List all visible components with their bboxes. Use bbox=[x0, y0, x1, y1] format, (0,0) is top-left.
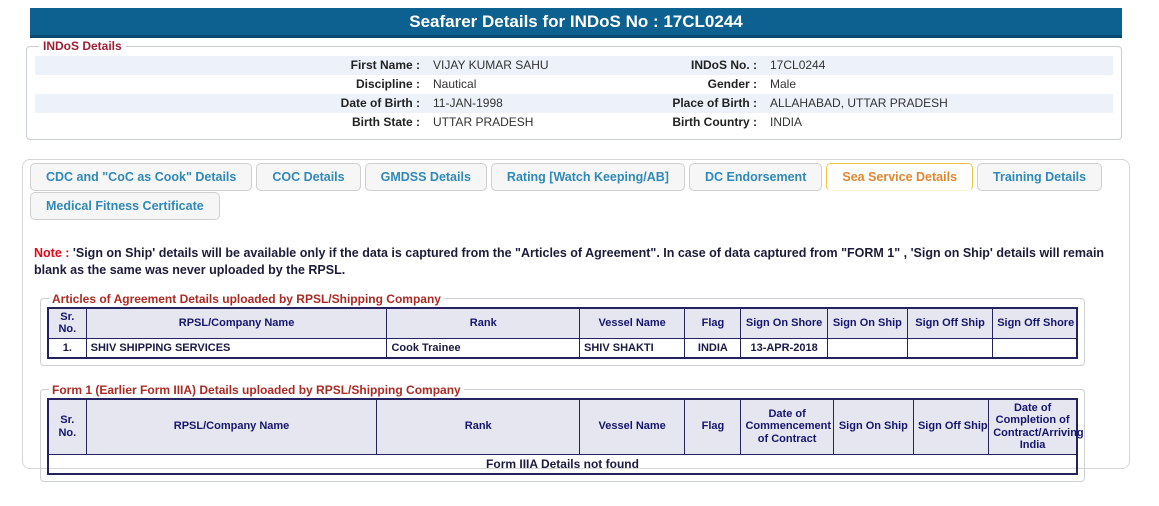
col-sign-off-ship: Sign Off Ship bbox=[913, 399, 988, 455]
col-flag: Flag bbox=[685, 399, 741, 455]
form1-table-header-row bbox=[48, 399, 1077, 455]
birth-state-value: UTTAR PRADESH bbox=[433, 115, 534, 129]
indos-row-birth-date-place bbox=[35, 94, 1113, 113]
tab-training-details[interactable]: Training Details bbox=[977, 163, 1102, 191]
indos-row-discipline-gender bbox=[35, 75, 1113, 94]
first-name-label: First Name : bbox=[350, 58, 420, 72]
birth-country-value: INDIA bbox=[770, 115, 803, 129]
indos-no-label: INDoS No. : bbox=[691, 58, 757, 72]
tab-medical-fitness-certificate[interactable]: Medical Fitness Certificate bbox=[30, 192, 220, 220]
note-prefix: Note : bbox=[34, 246, 70, 260]
indos-row-birth-state-country bbox=[35, 113, 1113, 132]
cell-rank: Cook Trainee bbox=[387, 339, 580, 358]
tab-rating-watch-keeping-ab[interactable]: Rating [Watch Keeping/AB] bbox=[491, 163, 685, 191]
cell-company-name: SHIV SHIPPING SERVICES bbox=[86, 339, 387, 358]
col-date-of-commencement: Date of Commencement of Contract bbox=[741, 399, 833, 455]
col-sign-on-ship: Sign On Ship bbox=[833, 399, 913, 455]
cell-sr-no: 1. bbox=[48, 339, 86, 358]
col-company-name: RPSL/Company Name bbox=[86, 399, 377, 455]
tab-bar bbox=[30, 163, 1123, 220]
birth-state-label: Birth State : bbox=[351, 115, 420, 129]
tab-dc-endorsement[interactable]: DC Endorsement bbox=[689, 163, 822, 191]
sign-on-ship-note bbox=[34, 245, 1119, 279]
tab-sea-service-details[interactable]: Sea Service Details bbox=[826, 163, 973, 191]
articles-table-row bbox=[48, 339, 1077, 358]
first-name-value: VIJAY KUMAR SAHU bbox=[433, 58, 549, 72]
articles-table-header-row bbox=[48, 308, 1077, 339]
col-sign-on-ship: Sign On Ship bbox=[827, 308, 907, 339]
cell-sign-off-ship bbox=[907, 339, 992, 358]
place-of-birth-value: ALLAHABAD, UTTAR PRADESH bbox=[770, 96, 948, 110]
col-company-name: RPSL/Company Name bbox=[86, 308, 387, 339]
form1-section bbox=[40, 383, 1085, 483]
col-vessel-name: Vessel Name bbox=[580, 399, 685, 455]
indos-details-legend: INDoS Details bbox=[43, 39, 122, 53]
col-vessel-name: Vessel Name bbox=[580, 308, 685, 339]
col-sr-no: Sr. No. bbox=[48, 308, 86, 339]
place-of-birth-label: Place of Birth : bbox=[672, 96, 757, 110]
date-of-birth-value: 11-JAN-1998 bbox=[433, 96, 503, 110]
articles-of-agreement-section bbox=[40, 292, 1085, 366]
note-text: 'Sign on Ship' details will be available only if the data is captured from the "Articles of Agreement". In case of data captured from "FORM 1" , 'Sign on Ship' details will remain blank as the same was never uploaded by the RPSL. bbox=[34, 246, 1105, 277]
col-date-of-completion: Date of Completion of Contract/Arriving India bbox=[989, 399, 1077, 455]
articles-of-agreement-table bbox=[47, 307, 1078, 359]
form1-empty-row bbox=[48, 455, 1077, 475]
tab-coc-details[interactable]: COC Details bbox=[256, 163, 360, 191]
form1-table bbox=[47, 398, 1084, 476]
form1-legend: Form 1 (Earlier Form IIIA) Details uploaded by RPSL/Shipping Company bbox=[52, 382, 461, 397]
articles-of-agreement-legend: Articles of Agreement Details uploaded by RPSL/Shipping Company bbox=[52, 291, 441, 306]
cell-sign-off-shore bbox=[993, 339, 1077, 358]
indos-details-section bbox=[26, 39, 1122, 140]
col-sr-no: Sr. No. bbox=[48, 399, 86, 455]
cell-sign-on-shore: 13-APR-2018 bbox=[741, 339, 827, 358]
cell-vessel-name: SHIV SHAKTI bbox=[580, 339, 685, 358]
form1-empty-message: Form IIIA Details not found bbox=[48, 455, 1077, 475]
col-rank: Rank bbox=[387, 308, 580, 339]
indos-row-name-number bbox=[35, 56, 1113, 75]
indos-no-value: 17CL0244 bbox=[770, 58, 826, 72]
gender-label: Gender : bbox=[707, 77, 757, 91]
gender-value: Male bbox=[770, 77, 797, 91]
cell-flag: INDIA bbox=[685, 339, 741, 358]
col-flag: Flag bbox=[685, 308, 741, 339]
birth-country-label: Birth Country : bbox=[672, 115, 757, 129]
cell-sign-on-ship bbox=[827, 339, 907, 358]
col-sign-on-shore: Sign On Shore bbox=[741, 308, 827, 339]
col-sign-off-ship: Sign Off Ship bbox=[907, 308, 992, 339]
col-sign-off-shore: Sign Off Shore bbox=[993, 308, 1077, 339]
discipline-value: Nautical bbox=[433, 77, 477, 91]
tab-cdc-coc-as-cook-details[interactable]: CDC and "CoC as Cook" Details bbox=[30, 163, 252, 191]
page-title: Seafarer Details for INDoS No : 17CL0244 bbox=[30, 8, 1122, 38]
tab-content-panel bbox=[22, 159, 1130, 472]
col-rank: Rank bbox=[377, 399, 580, 455]
discipline-label: Discipline : bbox=[355, 77, 420, 91]
tab-gmdss-details[interactable]: GMDSS Details bbox=[365, 163, 487, 191]
date-of-birth-label: Date of Birth : bbox=[340, 96, 420, 110]
